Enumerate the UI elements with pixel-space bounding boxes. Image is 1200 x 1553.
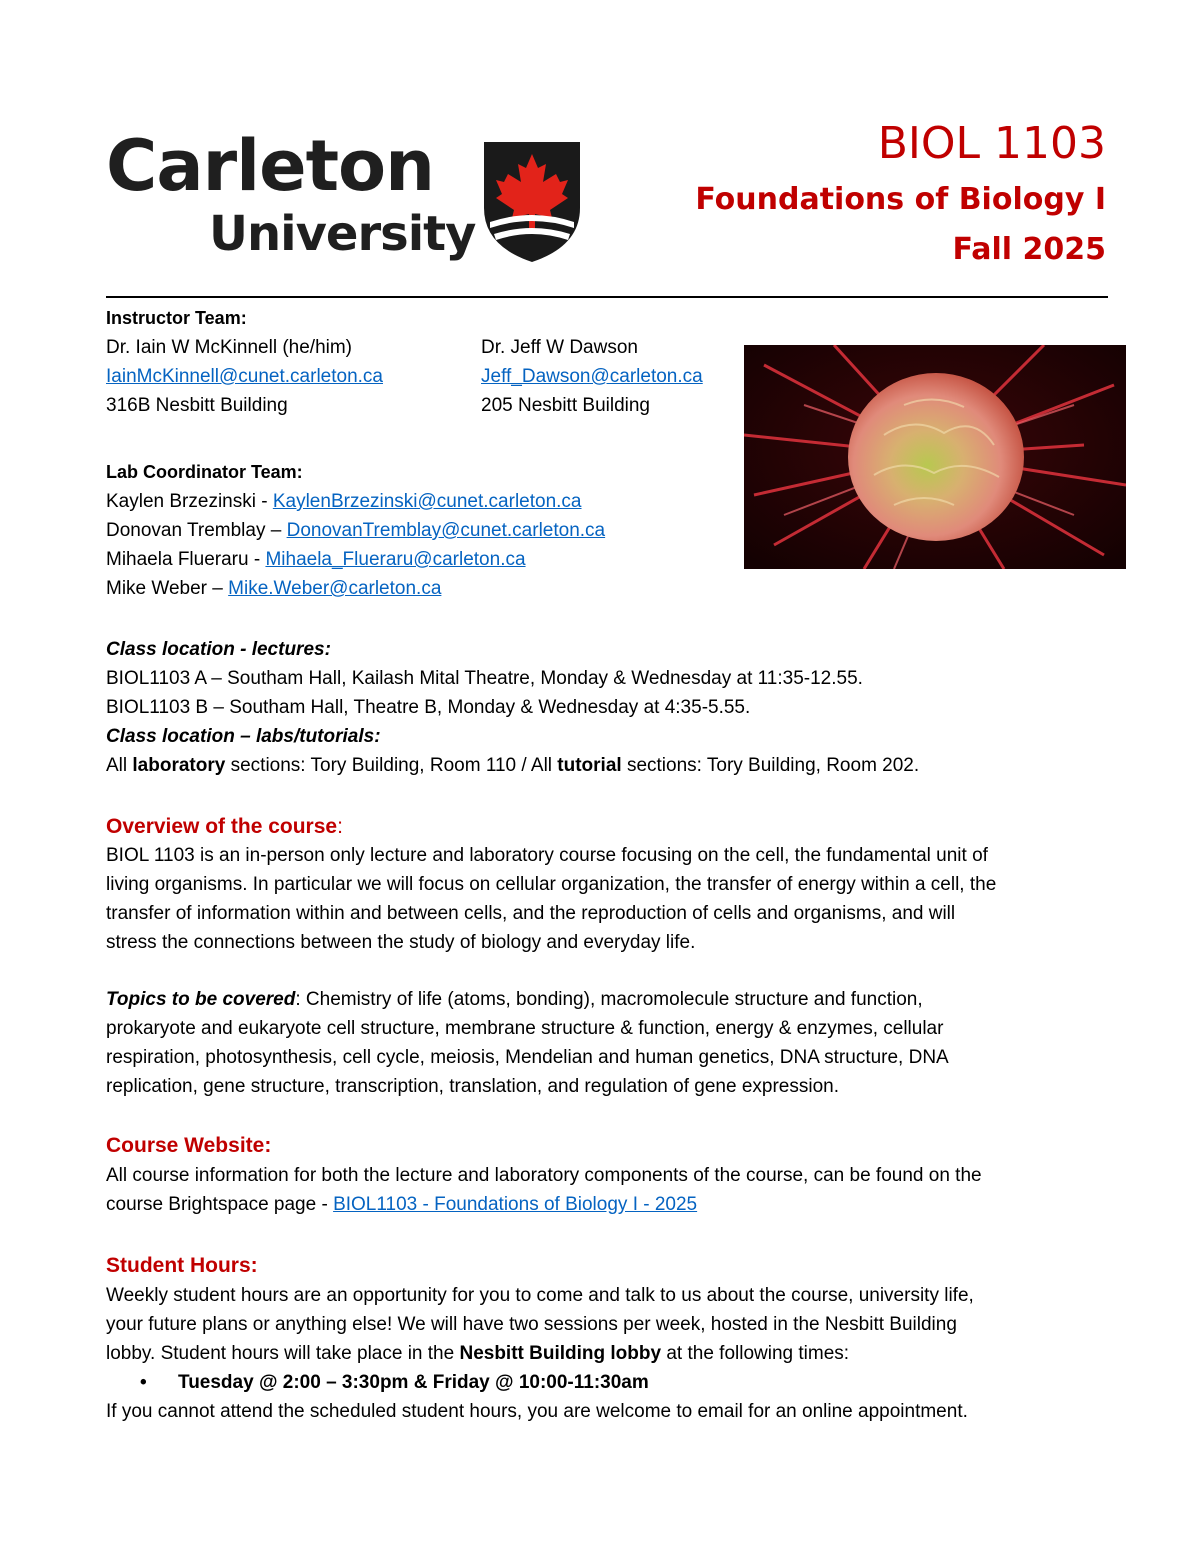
list-item [106,574,605,603]
website-paragraph [106,1161,1136,1219]
list-item [106,545,605,574]
topics-paragraph [106,985,1136,1101]
member-email-link[interactable]: DonovanTremblay@cunet.carleton.ca [286,520,606,541]
cancer-cell-micrograph [744,345,1126,569]
paragraph-line: living organisms. In particular we will focus on cellular organization, the transfer of energy within a cell, the [106,874,997,895]
instructor-office: 316B Nesbitt Building [106,395,288,416]
instructor-email-link[interactable]: IainMcKinnell@cunet.carleton.ca [106,366,383,387]
lab-team-heading: Lab Coordinator Team: [106,462,303,482]
member-name: Kaylen Brzezinski - [106,491,273,512]
labs-heading: Class location – labs/tutorials: [106,726,381,747]
member-name: Mihaela Flueraru - [106,549,266,570]
list-item [106,516,605,545]
instructor-team-heading: Instructor Team: [106,308,247,328]
brightspace-link[interactable]: BIOL1103 - Foundations of Biology I - 2025 [333,1194,698,1215]
member-email-link[interactable]: Mike.Weber@carleton.ca [228,578,442,599]
course-term: Fall 2025 [952,232,1106,267]
instructor-name: Dr. Iain W McKinnell (he/him) [106,337,353,358]
hours-bullet-item: • Tuesday @ 2:00 – 3:30pm & Friday @ 10:00-11:30am [106,1368,1136,1397]
labs-info: All laboratory sections: Tory Building, Room 110 / All tutorial sections: Tory Building, Room 202. [106,755,920,776]
carleton-logo [106,126,596,266]
instructor-card [481,333,703,420]
list-item [106,487,605,516]
instructor-card [106,333,383,420]
overview-paragraph [106,841,1136,957]
paragraph-line: Topics to be covered: Chemistry of life (atoms, bonding), macromolecule structure and function, [106,989,923,1010]
logo-wordmark-university: University [209,206,476,262]
lab-team-list [106,487,605,603]
maple-leaf-shield-icon [480,138,584,264]
paragraph-line: prokaryote and eukaryote cell structure, membrane structure & function, energy & enzymes, cellular [106,1018,944,1039]
paragraph-line: your future plans or anything else! We will have two sessions per week, hosted in the Nesbitt Building [106,1314,957,1335]
student-hours-heading: Student Hours: [106,1254,258,1277]
logo-wordmark-carleton: Carleton [106,125,434,207]
paragraph-line: respiration, photosynthesis, cell cycle, meiosis, Mendelian and human genetics, DNA structure, DNA [106,1047,949,1068]
header-divider [106,296,1108,298]
paragraph-line: stress the connections between the study of biology and everyday life. [106,932,696,953]
paragraph-line: Weekly student hours are an opportunity for you to come and talk to us about the course, university life, [106,1285,974,1306]
section-a-info: BIOL1103 A – Southam Hall, Kailash Mital Theatre, Monday & Wednesday at 11:35-12.55. [106,668,863,689]
course-code: BIOL 1103 [877,118,1106,169]
course-title: Foundations of Biology I [695,182,1106,217]
paragraph-line: lobby. Student hours will take place in the Nesbitt Building lobby at the following times: [106,1343,850,1364]
overview-heading: Overview of the course: [106,815,343,838]
member-email-link[interactable]: KaylenBrzezinski@cunet.carleton.ca [272,491,582,512]
section-b-info: BIOL1103 B – Southam Hall, Theatre B, Monday & Wednesday at 4:35-5.55. [106,697,751,718]
paragraph-line: course Brightspace page - BIOL1103 - Foundations of Biology I - 2025 [106,1194,698,1215]
instructor-email-link[interactable]: Jeff_Dawson@carleton.ca [481,366,703,387]
topics-label: Topics to be covered [106,989,296,1010]
paragraph-line: BIOL 1103 is an in-person only lecture and laboratory course focusing on the cell, the fundamental unit of [106,845,988,866]
member-name: Mike Weber – [106,578,229,599]
paragraph-line: If you cannot attend the scheduled student hours, you are welcome to email for an online appointment. [106,1401,968,1422]
bullet-icon: • [140,1372,147,1393]
paragraph-line: replication, gene structure, transcription, translation, and regulation of gene expression. [106,1076,839,1097]
member-email-link[interactable]: Mihaela_Flueraru@carleton.ca [265,549,526,570]
paragraph-line: All course information for both the lecture and laboratory components of the course, can be found on the [106,1165,982,1186]
member-name: Donovan Tremblay – [106,520,287,541]
instructor-name: Dr. Jeff W Dawson [481,337,638,358]
class-location-block [106,635,919,780]
lectures-heading: Class location - lectures: [106,639,331,660]
instructor-office: 205 Nesbitt Building [481,395,650,416]
student-hours-paragraph [106,1281,1136,1426]
website-heading: Course Website: [106,1134,272,1157]
paragraph-line: transfer of information within and between cells, and the reproduction of cells and organisms, and will [106,903,956,924]
